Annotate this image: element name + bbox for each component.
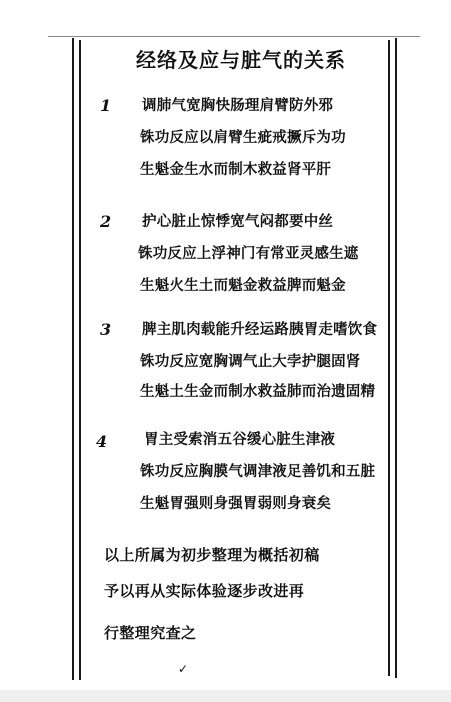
conclusion-line-2: 予以再从实际体验逐步改进再 (104, 582, 305, 600)
section-2-line-3: 生魁火生土而魁金救益脾而魁金 (140, 277, 346, 294)
section-3-line-2: 铢功反应宽胸调气止大孛护腿固肾 (140, 353, 361, 370)
left-border-inner (79, 40, 81, 680)
section-number-3: 3 (100, 320, 112, 339)
page-bottom-band (0, 690, 451, 702)
section-1-line-3: 生魁金生水而制木救益肾平肝 (140, 161, 332, 178)
section-4-line-2: 铢功反应胸膜气调津液足善饥和五脏 (140, 463, 376, 480)
section-number-4: 4 (96, 432, 108, 451)
section-1-line-2: 铢功反应以肩臂生疵戒撅斥为功 (140, 129, 346, 146)
left-border-outer (72, 38, 74, 680)
section-2-line-2: 铢功反应上浮神门有常亚灵感生遮 (138, 245, 359, 262)
conclusion-line-3: 行整理究查之 (104, 624, 197, 642)
section-3-line-1: 脾主肌肉载能升经运路胰胃走嗜饮食 (142, 321, 378, 338)
section-number-1: 1 (100, 96, 112, 115)
section-number-2: 2 (100, 212, 112, 231)
section-4-line-3: 生魁胃强则身强胃弱则身衰矣 (140, 495, 332, 512)
section-1-line-1: 调肺气宽胸快肠理肩臂防外邪 (142, 97, 334, 114)
top-rule (48, 36, 420, 37)
footer-check-mark: ✓ (178, 662, 189, 676)
section-2-line-1: 护心脏止惊悸宽气闷都要中丝 (142, 213, 334, 230)
document-title: 经络及应与脏气的关系 (136, 48, 346, 72)
right-border-outer (395, 38, 397, 678)
section-3-line-3: 生魁土生金而制水救益肺而治遗固精 (140, 383, 376, 400)
section-4-line-1: 胃主受索消五谷缓心脏生津液 (144, 431, 336, 448)
right-border-inner (388, 40, 390, 676)
conclusion-line-1: 以上所属为初步整理为概括初稿 (104, 546, 320, 564)
